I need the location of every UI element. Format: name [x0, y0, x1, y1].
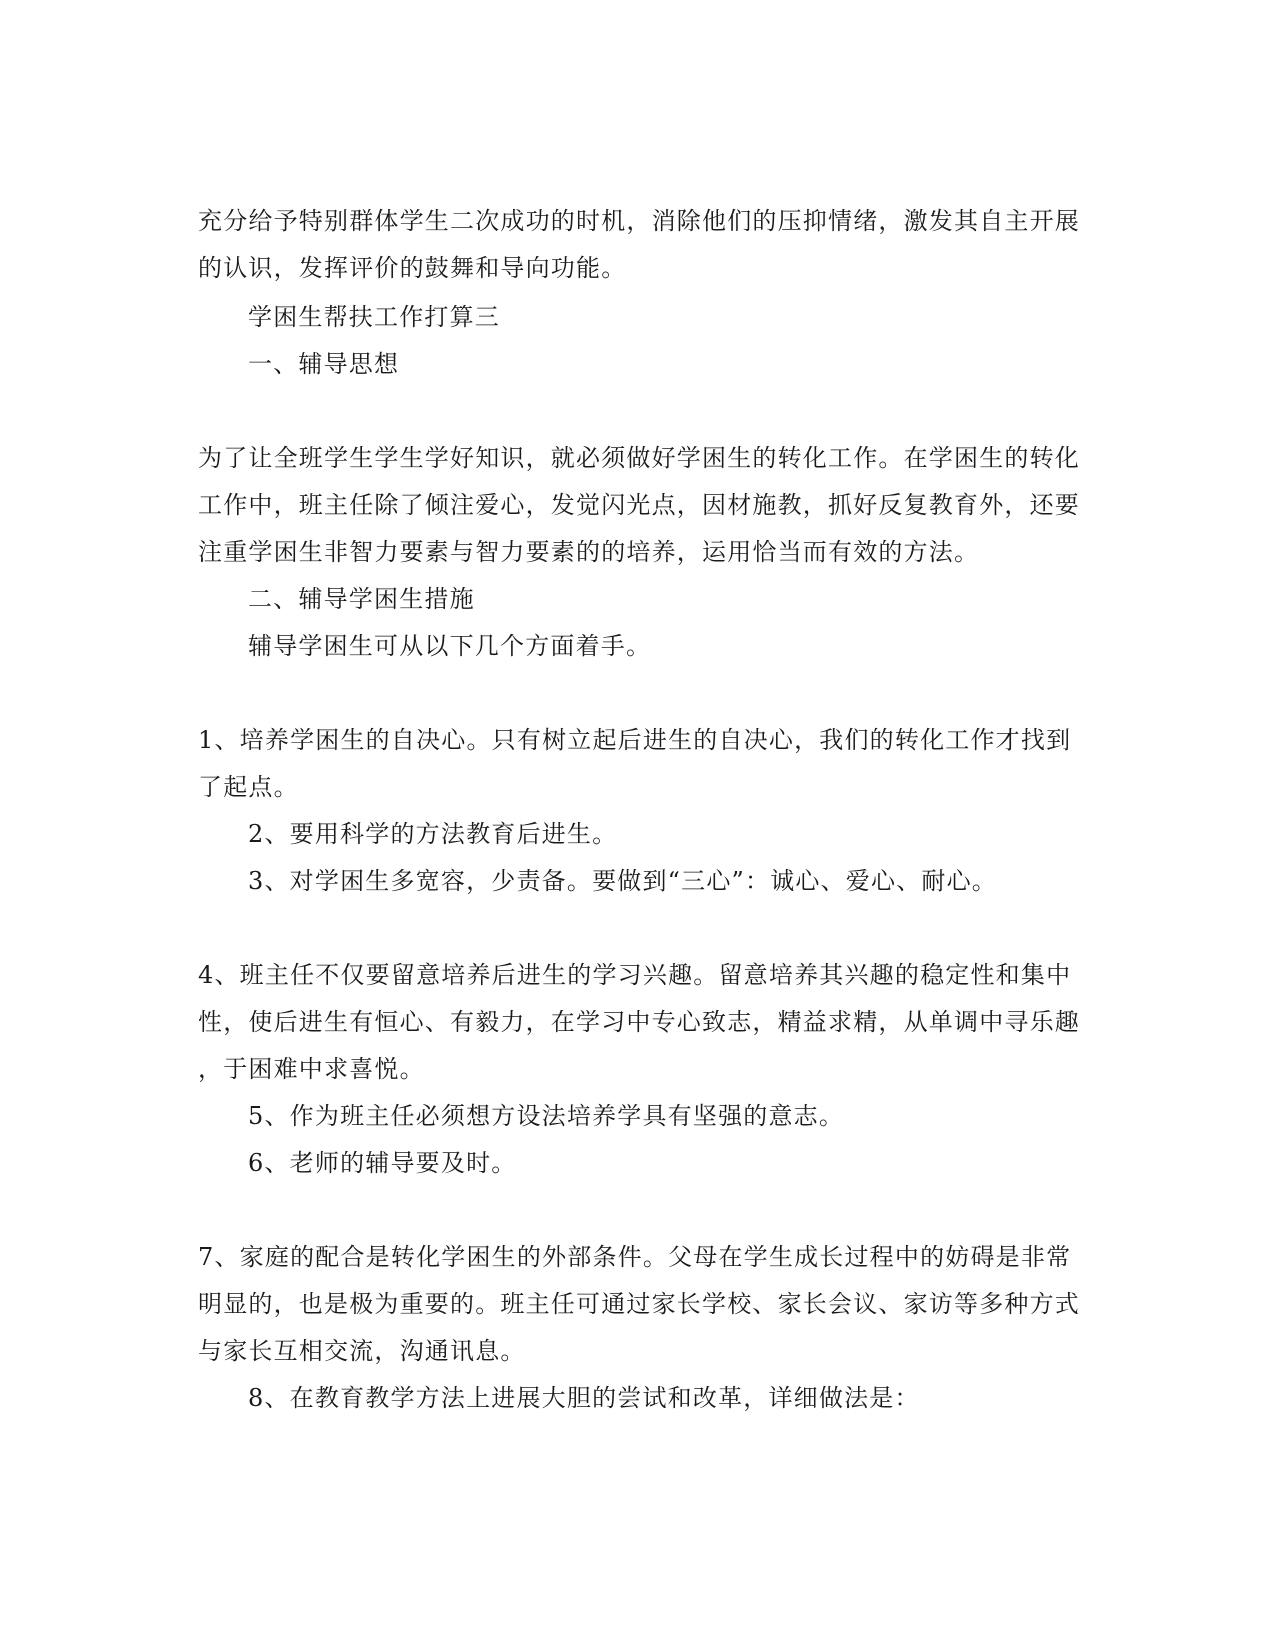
- paragraph-line: 的认识，发挥评价的鼓舞和导向功能。: [198, 254, 627, 282]
- section-heading: 一、辅导思想: [248, 350, 400, 378]
- paragraph-line: 为了让全班学生学生学好知识，就必须做好学困生的转化工作。在学困生的转化: [198, 444, 1080, 472]
- list-item-line: 明显的，也是极为重要的。班主任可通过家长学校、家长会议、家访等多种方式: [198, 1290, 1080, 1318]
- list-item-line: 了起点。: [198, 773, 299, 801]
- paragraph-line: 充分给予特别群体学生二次成功的时机，消除他们的压抑情绪，激发其自主开展: [198, 207, 1080, 235]
- paragraph-line: 注重学困生非智力要素与智力要素的的培养，运用恰当而有效的方法。: [198, 538, 980, 566]
- list-item-line: ，于困难中求喜悦。: [198, 1055, 425, 1083]
- list-item-line: 7、家庭的配合是转化学困生的外部条件。父母在学生成长过程中的妨碍是非常: [198, 1243, 1072, 1271]
- list-item-line: 性，使后进生有恒心、有毅力，在学习中专心致志，精益求精，从单调中寻乐趣: [198, 1008, 1080, 1036]
- section-title: 学困生帮扶工作打算三: [248, 303, 500, 331]
- list-item-line: 4、班主任不仅要留意培养后进生的学习兴趣。留意培养其兴趣的稳定性和集中: [198, 961, 1072, 989]
- list-item-line: 5、作为班主任必须想方设法培养学具有坚强的意志。: [248, 1102, 845, 1130]
- list-item-line: 3、对学困生多宽容，少责备。要做到“三心”：诚心、爱心、耐心。: [248, 867, 998, 895]
- list-item-line: 与家长互相交流，沟通讯息。: [198, 1337, 526, 1365]
- paragraph-line: 工作中，班主任除了倾注爱心，发觉闪光点，因材施教，抓好反复教育外，还要: [198, 491, 1080, 519]
- list-item-line: 8、在教育教学方法上进展大胆的尝试和改革，详细做法是：: [248, 1384, 920, 1412]
- list-item-line: 2、要用科学的方法教育后进生。: [248, 820, 618, 848]
- section-heading: 二、辅导学困生措施: [248, 585, 475, 613]
- paragraph-line: 辅导学困生可从以下几个方面着手。: [248, 632, 652, 660]
- list-item-line: 1、培养学困生的自决心。只有树立起后进生的自决心，我们的转化工作才找到: [198, 726, 1072, 754]
- list-item-line: 6、老师的辅导要及时。: [248, 1149, 517, 1177]
